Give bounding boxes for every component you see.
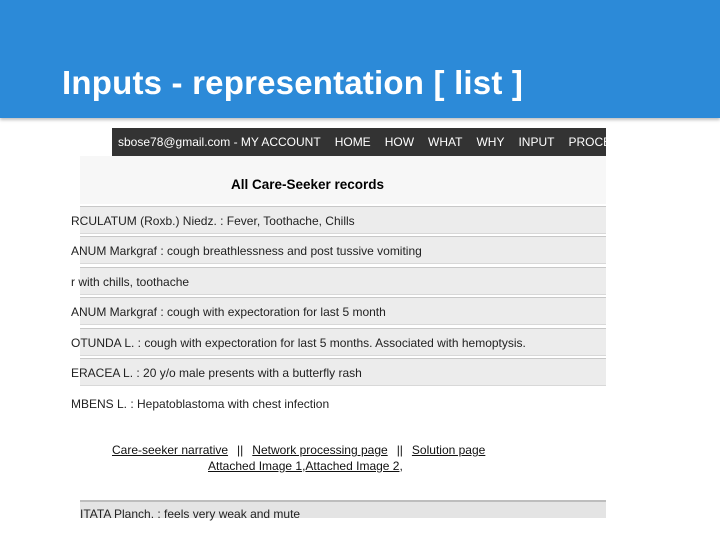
nav-input[interactable]: INPUT	[518, 135, 555, 149]
network-processing-link[interactable]: Network processing page	[252, 443, 388, 457]
nav-my-account[interactable]: sbose78@gmail.com - MY ACCOUNT	[118, 135, 321, 149]
record-row[interactable]	[71, 328, 606, 356]
slide-header	[0, 0, 720, 118]
record-row-partial[interactable]	[80, 500, 606, 521]
slide-title: Inputs - representation [ list ]	[62, 64, 524, 101]
nav-what[interactable]: WHAT	[428, 135, 463, 149]
record-text: RCULATUM (Roxb.) Niedz. : Fever, Toothache, Chills	[71, 214, 355, 228]
record-text: r with chills, toothache	[71, 275, 190, 289]
record-text: ANUM Markgraf : cough with expectoration for last 5 month	[71, 305, 386, 319]
record-text: OTUNDA L. : cough with expectoration for last 5 months. Associated with hemoptysis.	[71, 336, 526, 350]
record-row[interactable]	[71, 297, 606, 325]
record-text: ANUM Markgraf : cough breathlessness and post tussive vomiting	[71, 244, 422, 258]
nav-home[interactable]: HOME	[334, 135, 371, 149]
solution-page-link[interactable]: Solution page	[411, 443, 486, 457]
record-text: ITATA Planch. : feels very weak and mute	[80, 507, 301, 521]
record-row[interactable]	[71, 206, 606, 234]
nav-why[interactable]: WHY	[476, 135, 505, 149]
care-seeker-narrative-link[interactable]: Care-seeker narrative	[112, 443, 229, 457]
link-separator: ||	[237, 443, 244, 457]
record-text: ERACEA L. : 20 y/o male presents with a butterfly rash	[71, 366, 362, 380]
records-title: All Care-Seeker records	[230, 177, 385, 192]
record-row-expanded[interactable]	[71, 390, 606, 418]
record-row[interactable]	[71, 236, 606, 264]
record-text: MBENS L. : Hepatoblastoma with chest infection	[71, 397, 330, 411]
link-separator: ||	[396, 443, 403, 457]
nav-how[interactable]: HOW	[384, 135, 415, 149]
record-row[interactable]	[71, 358, 606, 386]
record-links-line	[112, 443, 485, 457]
top-navbar	[112, 128, 628, 156]
record-links	[80, 420, 606, 510]
record-row[interactable]	[71, 267, 606, 295]
comma: ,	[302, 459, 306, 473]
comma: ,	[399, 459, 403, 473]
attached-image-2-link[interactable]: Attached Image 2	[305, 459, 400, 473]
nav-process[interactable]: PROCESS	[568, 135, 628, 149]
embedded-screenshot	[71, 128, 628, 521]
attached-image-1-link[interactable]: Attached Image 1	[208, 459, 303, 473]
attached-images-line	[208, 459, 403, 473]
